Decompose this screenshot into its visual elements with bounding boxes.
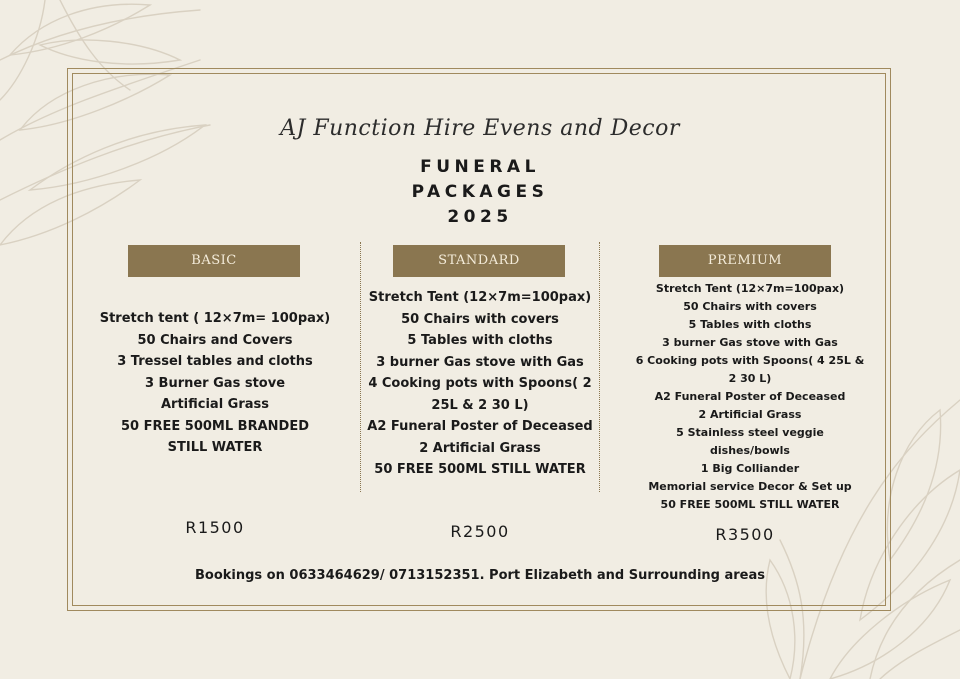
- package-label-premium: PREMIUM: [659, 245, 831, 277]
- package-label-standard: STANDARD: [393, 245, 565, 277]
- list-item: Stretch tent ( 12×7m= 100pax): [99, 311, 331, 326]
- list-item: 50 Chairs with covers: [683, 300, 817, 313]
- list-item: 6 Cooking pots with Spoons( 4 25L &: [635, 354, 865, 367]
- list-item: 5 Stainless steel veggie: [676, 426, 824, 439]
- list-item: Artificial Grass: [160, 397, 270, 412]
- list-item: 25L & 2 30 L): [431, 397, 529, 413]
- list-item: dishes/bowls: [710, 444, 790, 457]
- list-item: 3 Burner Gas stove: [144, 375, 286, 391]
- list-item: A2 Funeral Poster of Deceased: [654, 390, 846, 403]
- list-item: 1 Big Colliander: [700, 462, 800, 475]
- list-item: Stretch Tent (12×7m=100pax): [655, 282, 845, 295]
- list-item: 2 Artificial Grass: [419, 440, 541, 456]
- list-item: 2 Artificial Grass: [698, 408, 802, 421]
- list-item: 2 30 L): [728, 372, 772, 385]
- list-item: 4 Cooking pots with Spoons( 2: [368, 376, 592, 391]
- bookings-footer: Bookings on 0633464629/ 0713152351. Port Elizabeth and Surrounding areas: [194, 568, 765, 583]
- headline-funeral: FUNERAL: [420, 157, 540, 177]
- list-item: A2 Funeral Poster of Deceased: [367, 419, 593, 434]
- list-item: Stretch Tent (12×7m=100pax): [368, 290, 592, 305]
- headline-year: 2025: [447, 207, 513, 227]
- premium-item-list: [630, 280, 870, 514]
- list-item: 50 FREE 500ML BRANDED: [121, 418, 309, 434]
- list-item: STILL WATER: [167, 440, 263, 455]
- brand-title: AJ Function Hire Evens and Decor: [280, 116, 680, 141]
- list-item: Memorial service Decor & Set up: [648, 480, 852, 493]
- price-premium: R3500: [715, 525, 775, 544]
- list-item: 50 Chairs and Covers: [137, 332, 293, 348]
- list-item: 50 FREE 500ML STILL WATER: [660, 498, 840, 511]
- headline-packages: PACKAGES: [411, 182, 549, 202]
- list-item: 3 burner Gas stove with Gas: [662, 336, 838, 349]
- list-item: 3 Tressel tables and cloths: [117, 354, 313, 369]
- list-item: 5 Tables with cloths: [688, 318, 812, 331]
- price-basic: R1500: [185, 518, 245, 537]
- package-label-basic: BASIC: [128, 245, 300, 277]
- standard-item-list: [360, 287, 600, 481]
- list-item: 5 Tables with cloths: [407, 333, 553, 348]
- basic-item-list: [90, 308, 340, 459]
- list-item: 50 FREE 500ML STILL WATER: [374, 462, 586, 477]
- price-standard: R2500: [450, 522, 510, 541]
- list-item: 50 Chairs with covers: [401, 311, 559, 327]
- list-item: 3 burner Gas stove with Gas: [376, 354, 584, 370]
